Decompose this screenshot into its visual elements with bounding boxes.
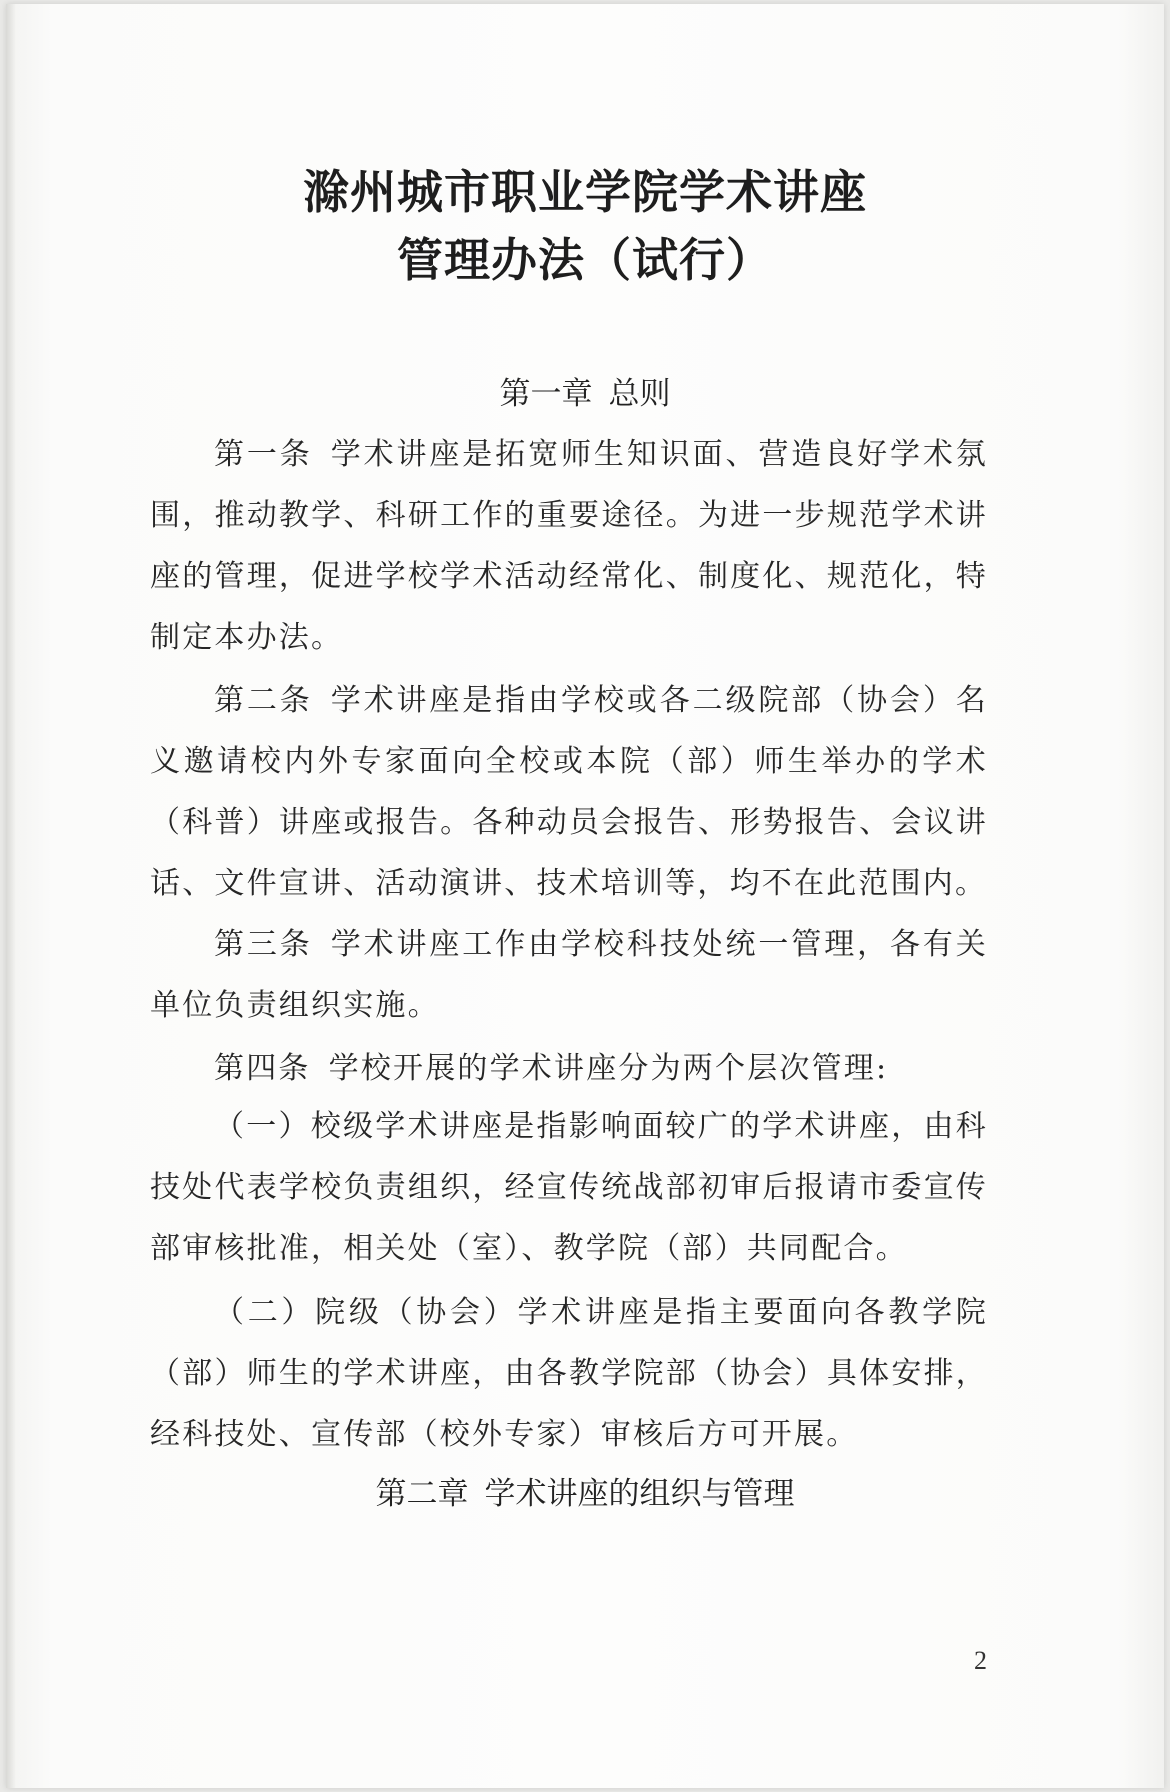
article-label: 第一条 — [214, 437, 313, 472]
chapter-heading-2 — [6, 1468, 1164, 1513]
article-4 — [150, 1038, 988, 1099]
chapter-heading-1 — [6, 368, 1164, 413]
item-2: （二）院级（协会）学术讲座是指主要面向各教学院（部）师生的学术讲座，由各教学院部（协会）具体安排，经科技处、宣传部（校外专家）审核后方可开展。 — [150, 1295, 988, 1452]
article-3 — [150, 914, 988, 1036]
article-label: 第四条 — [214, 1051, 311, 1086]
document-title-line-1: 滁州城市职业学院学术讲座 — [303, 165, 867, 219]
chapter-number: 第一章 — [499, 376, 593, 412]
chapter-number: 第二章 — [375, 1476, 469, 1512]
article-text: 学校开展的学术讲座分为两个层次管理: — [328, 1051, 889, 1086]
article-text: 学术讲座是指由学校或各二级院部（协会）名义邀请校内外专家面向全校或本院（部）师生举办的学术（科普）讲座或报告。各种动员会报告、形势报告、会议讲话、文件宣讲、活动演讲、技术培训等，均不在此范围内。 — [150, 683, 988, 901]
item-1: （一）校级学术讲座是指影响面较广的学术讲座，由科技处代表学校负责组织，经宣传统战部初审后报请市委宣传部审核批准，相关处（室）、教学院（部）共同配合。 — [150, 1109, 988, 1266]
article-label: 第三条 — [214, 927, 313, 962]
article-2 — [150, 670, 988, 914]
page-number: 2 — [974, 1646, 987, 1675]
chapter-name: 总则 — [608, 376, 671, 412]
document-page — [6, 4, 1164, 1788]
chapter-name: 学术讲座的组织与管理 — [484, 1476, 795, 1512]
article-1 — [150, 424, 988, 668]
article-label: 第二条 — [214, 683, 313, 718]
document-title-line-2: 管理办法（试行） — [397, 233, 773, 287]
article-text: 学术讲座工作由学校科技处统一管理，各有关单位负责组织实施。 — [150, 927, 988, 1023]
article-text: 学术讲座是拓宽师生知识面、营造良好学术氛围，推动教学、科研工作的重要途径。为进一步规范学术讲座的管理，促进学校学术活动经常化、制度化、规范化，特制定本办法。 — [150, 437, 988, 655]
